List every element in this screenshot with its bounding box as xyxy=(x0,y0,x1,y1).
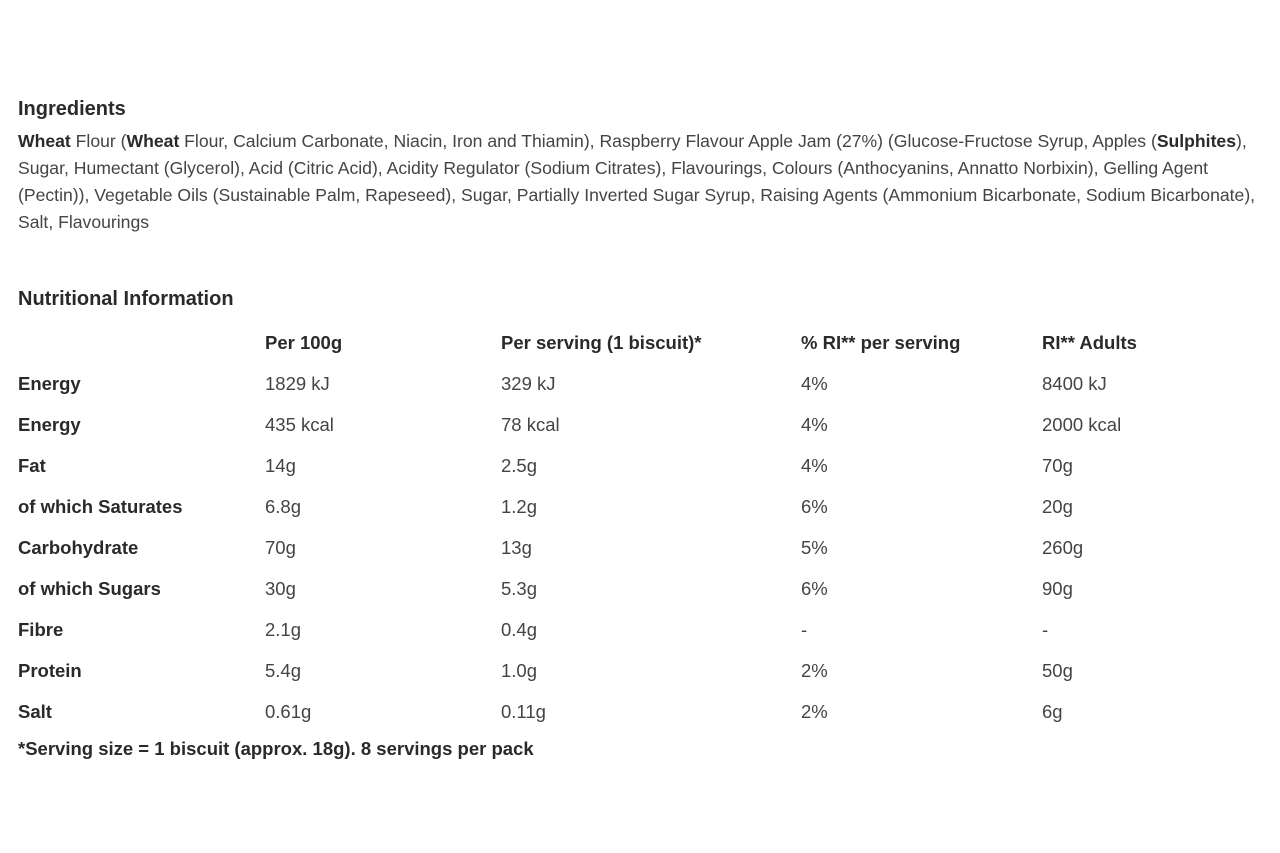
value-per-serving: 2.5g xyxy=(501,454,538,476)
nutrient-name: Fat xyxy=(18,454,46,476)
product-information xyxy=(18,96,1270,760)
table-row xyxy=(18,404,1262,445)
ingredient-text: Flour, Calcium Carbonate, Niacin, Iron and Thiamin), Raspberry Flavour Apple Jam (27%) (Glucose-Fructose Syrup, Apples ( xyxy=(179,131,1157,151)
value-per-100g: 6.8g xyxy=(265,495,302,517)
header-per-100g: Per 100g xyxy=(265,331,343,353)
nutrition-table xyxy=(18,322,1262,732)
ingredients-list xyxy=(18,128,1270,236)
value-ri-adults: 8400 kJ xyxy=(1042,372,1107,394)
table-row xyxy=(18,650,1262,691)
table-row xyxy=(18,527,1262,568)
header-per-serving: Per serving (1 biscuit)* xyxy=(501,331,702,353)
ingredient-allergen: Wheat xyxy=(126,131,180,151)
ingredient-text: ), Sugar, Humectant (Glycerol), Acid (Citric Acid), Acidity Regulator (Sodium Citrates), Flavourings, Colours (Anthocyanins, Annatto Norbixin), Gelling Agent (Pectin)), Vegetable Oils (Sustainable Palm, Rapeseed), Sugar, Partially Inverted Sugar Syrup, Raising Agents (Ammonium Bicarbonate, Sodium Bicarbonate), Salt, Flavourings xyxy=(18,131,1256,232)
nutrition-heading: Nutritional Information xyxy=(18,288,234,310)
value-per-serving: 0.11g xyxy=(501,700,546,722)
value-ri-adults: 90g xyxy=(1042,577,1073,599)
value-per-100g: 0.61g xyxy=(265,700,312,722)
nutrient-name: Carbohydrate xyxy=(18,536,139,558)
table-row xyxy=(18,568,1262,609)
header-ri-adults: RI** Adults xyxy=(1042,331,1137,353)
nutrient-name: Fibre xyxy=(18,618,64,640)
value-ri-percent: 6% xyxy=(801,495,828,517)
nutrient-name: Protein xyxy=(18,659,82,681)
value-ri-percent: 2% xyxy=(801,659,828,681)
nutrient-name: of which Sugars xyxy=(18,577,161,599)
ingredient-allergen: Wheat xyxy=(18,131,71,151)
serving-footnote: *Serving size = 1 biscuit (approx. 18g). 8 servings per pack xyxy=(18,738,534,759)
table-row xyxy=(18,445,1262,486)
value-ri-adults: 70g xyxy=(1042,454,1073,476)
ingredient-text: Flour ( xyxy=(70,131,127,151)
table-row xyxy=(18,363,1262,404)
table-row xyxy=(18,609,1262,650)
value-ri-adults: 50g xyxy=(1042,659,1073,681)
value-ri-percent: 6% xyxy=(801,577,828,599)
table-row xyxy=(18,691,1262,732)
nutrient-name: Energy xyxy=(18,372,81,394)
value-per-serving: 13g xyxy=(501,536,532,558)
value-per-serving: 329 kJ xyxy=(501,372,556,394)
value-per-serving: 1.0g xyxy=(501,659,538,681)
value-per-serving: 78 kcal xyxy=(501,413,560,435)
value-per-serving: 0.4g xyxy=(501,618,538,640)
nutrient-name: Energy xyxy=(18,413,81,435)
header-blank xyxy=(18,322,265,363)
value-per-100g: 70g xyxy=(265,536,296,558)
value-per-100g: 5.4g xyxy=(265,659,302,681)
value-per-100g: 2.1g xyxy=(265,618,302,640)
value-ri-adults: 260g xyxy=(1042,536,1084,558)
value-per-100g: 435 kcal xyxy=(265,413,334,435)
value-per-serving: 1.2g xyxy=(501,495,538,517)
value-per-100g: 14g xyxy=(265,454,296,476)
nutrient-name: Salt xyxy=(18,700,52,722)
value-ri-percent: 2% xyxy=(801,700,828,722)
value-ri-percent: 4% xyxy=(801,454,828,476)
value-ri-adults: 20g xyxy=(1042,495,1073,517)
table-row xyxy=(18,486,1262,527)
nutrient-name: of which Saturates xyxy=(18,495,183,517)
value-ri-adults: 2000 kcal xyxy=(1042,413,1122,435)
ingredients-heading: Ingredients xyxy=(18,98,126,120)
value-ri-percent: 4% xyxy=(801,372,828,394)
value-per-100g: 30g xyxy=(265,577,296,599)
header-ri-percent: % RI** per serving xyxy=(801,331,961,353)
value-ri-percent: 5% xyxy=(801,536,828,558)
value-per-100g: 1829 kJ xyxy=(265,372,330,394)
value-per-serving: 5.3g xyxy=(501,577,538,599)
value-ri-percent: 4% xyxy=(801,413,828,435)
nutrition-header-row xyxy=(18,322,1262,363)
ingredient-allergen: Sulphites xyxy=(1156,131,1236,151)
value-ri-adults: 6g xyxy=(1042,700,1063,722)
value-ri-adults: - xyxy=(1042,618,1049,640)
value-ri-percent: - xyxy=(801,618,808,640)
